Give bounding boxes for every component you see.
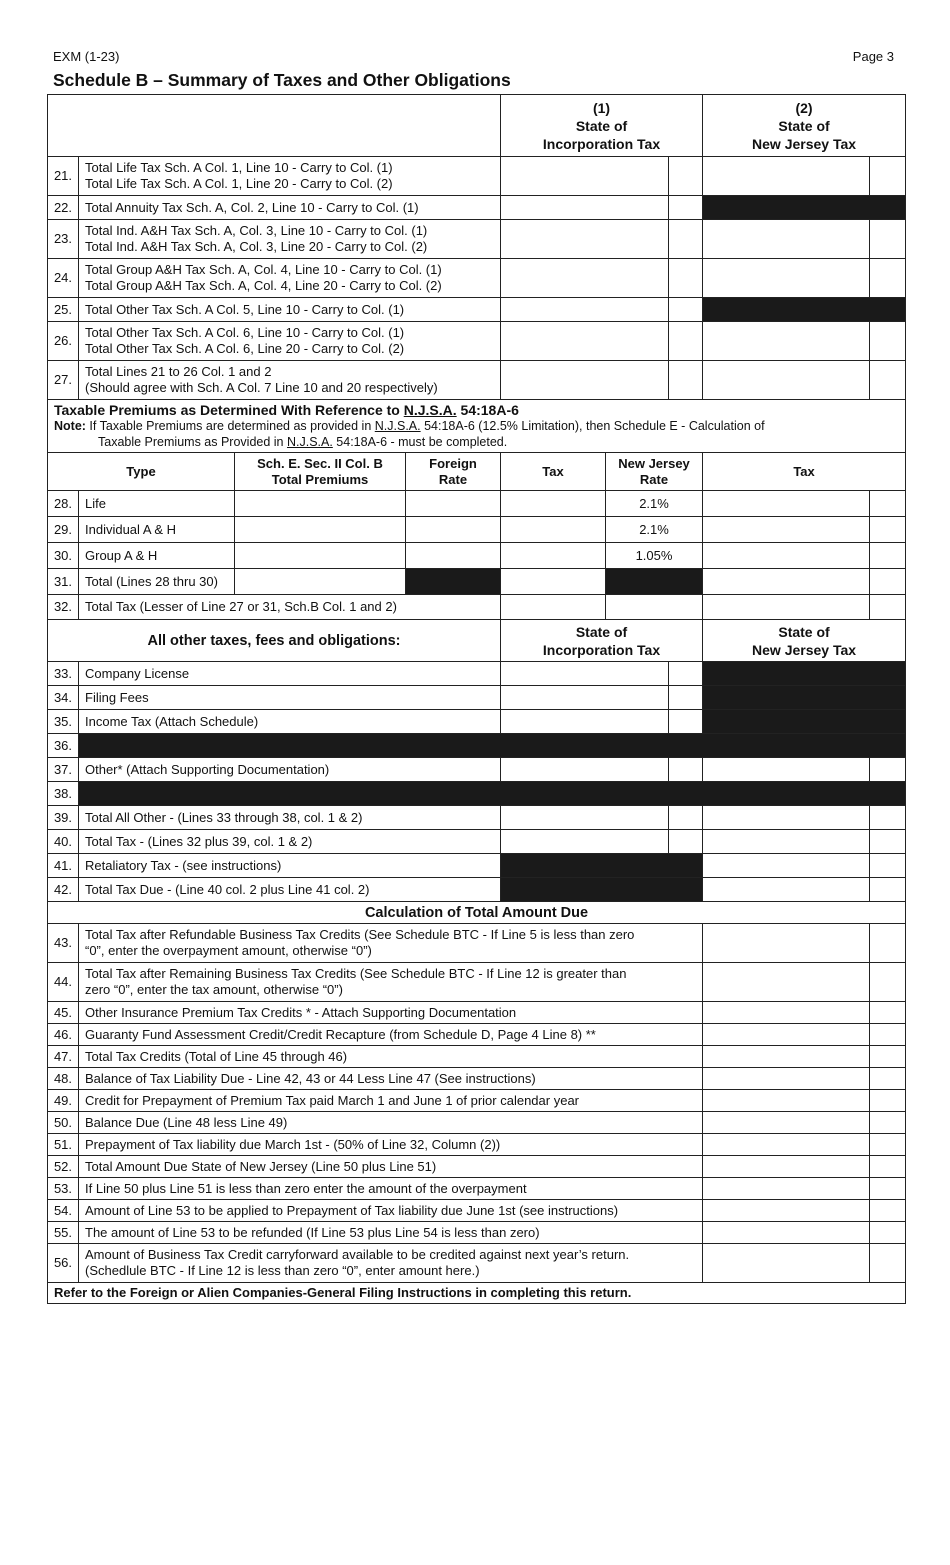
line37-col2-amount[interactable]: [703, 758, 870, 782]
line42-col2-amount[interactable]: [703, 878, 870, 902]
line-label: Total Tax - (Lines 32 plus 39, col. 1 & 2): [79, 830, 501, 854]
table-row: [48, 686, 906, 710]
line51-amount[interactable]: [703, 1134, 870, 1156]
table-row: [48, 517, 906, 543]
line50-amount[interactable]: [703, 1112, 870, 1134]
line-number: 38.: [48, 782, 79, 806]
line28-nj-tax[interactable]: [703, 491, 870, 517]
nj-rate-value: 1.05%: [606, 543, 703, 569]
table-row: [48, 361, 906, 400]
line-label: Total Annuity Tax Sch. A, Col. 2, Line 10 - Carry to Col. (1): [79, 196, 501, 220]
table-row: [48, 806, 906, 830]
line-label: Balance of Tax Liability Due - Line 42, 43 or 44 Less Line 47 (See instructions): [79, 1068, 703, 1090]
line41-col2-amount[interactable]: [703, 854, 870, 878]
blocked-cell: [606, 569, 703, 595]
table-row: [48, 924, 906, 963]
line21-col1-cents[interactable]: [669, 157, 703, 196]
line-label: Total Lines 21 to 26 Col. 1 and 2 (Should agree with Sch. A Col. 7 Line 10 and 20 respectively): [79, 361, 501, 400]
line32-col2-amount[interactable]: [703, 595, 870, 620]
line45-amount[interactable]: [703, 1002, 870, 1024]
line-number: 33.: [48, 662, 79, 686]
line-label: Retaliatory Tax - (see instructions): [79, 854, 501, 878]
line-label: Total Tax after Refundable Business Tax Credits (See Schedule BTC - If Line 5 is less than zero “0”, enter the overpayment amount, otherwise “0”): [79, 924, 703, 963]
table-row: [48, 1024, 906, 1046]
line40-col2-amount[interactable]: [703, 830, 870, 854]
tax-header: Tax: [501, 453, 606, 491]
line40-col1-cents[interactable]: [669, 830, 703, 854]
line30-nj-tax-cents[interactable]: [870, 543, 906, 569]
line-number: 53.: [48, 1178, 79, 1200]
blocked-cell: [406, 569, 501, 595]
line-label: The amount of Line 53 to be refunded (If Line 53 plus Line 54 is less than zero): [79, 1222, 703, 1244]
line22-col1-amount[interactable]: [501, 196, 669, 220]
table-row: [48, 963, 906, 1002]
line46-amount[interactable]: [703, 1024, 870, 1046]
line-label: Income Tax (Attach Schedule): [79, 710, 501, 734]
line29-premiums[interactable]: [235, 517, 406, 543]
line51-cents[interactable]: [870, 1134, 906, 1156]
total-due-header-row: [48, 902, 906, 924]
line32-col2-cents[interactable]: [870, 595, 906, 620]
table-row: [48, 259, 906, 298]
table-row: [48, 543, 906, 569]
line25-col1-cents[interactable]: [669, 298, 703, 322]
line-number: 23.: [48, 220, 79, 259]
line30-premiums[interactable]: [235, 543, 406, 569]
blocked-cell: [703, 298, 906, 322]
line41-col2-cents[interactable]: [870, 854, 906, 878]
line22-col1-cents[interactable]: [669, 196, 703, 220]
line-label: Guaranty Fund Assessment Credit/Credit Recapture (from Schedule D, Page 4 Line 8) **: [79, 1024, 703, 1046]
line40-col1-amount[interactable]: [501, 830, 669, 854]
col2-header: State of New Jersey Tax: [703, 620, 906, 662]
line-label: Total Amount Due State of New Jersey (Line 50 plus Line 51): [79, 1156, 703, 1178]
line34-col1-cents[interactable]: [669, 686, 703, 710]
table-row: [48, 1156, 906, 1178]
line48-amount[interactable]: [703, 1068, 870, 1090]
blocked-cell: [703, 662, 906, 686]
table-row: [48, 298, 906, 322]
table-row: [48, 758, 906, 782]
line34-col1-amount[interactable]: [501, 686, 669, 710]
line30-nj-tax[interactable]: [703, 543, 870, 569]
col1-header: (1) State of Incorporation Tax: [501, 95, 703, 157]
line52-cents[interactable]: [870, 1156, 906, 1178]
nj-rate-value: 2.1%: [606, 491, 703, 517]
line-number: 49.: [48, 1090, 79, 1112]
line37-col1-cents[interactable]: [669, 758, 703, 782]
table-row: [48, 1002, 906, 1024]
line42-col2-cents[interactable]: [870, 878, 906, 902]
line-label: Credit for Prepayment of Premium Tax paid March 1 and June 1 of prior calendar year: [79, 1090, 703, 1112]
type-header: Type: [48, 453, 235, 491]
line40-col2-cents[interactable]: [870, 830, 906, 854]
table-row: [48, 878, 906, 902]
col2-header: (2) State of New Jersey Tax: [703, 95, 906, 157]
col1-header: State of Incorporation Tax: [501, 620, 703, 662]
line33-col1-amount[interactable]: [501, 662, 669, 686]
line44-amount[interactable]: [703, 963, 870, 1002]
premium-type-label: Individual A & H: [79, 517, 235, 543]
line29-nj-tax-cents[interactable]: [870, 517, 906, 543]
line-label: Total Tax (Lesser of Line 27 or 31, Sch.B Col. 1 and 2): [79, 595, 501, 620]
line27-col1-cents[interactable]: [669, 361, 703, 400]
line56-cents[interactable]: [870, 1244, 906, 1283]
line52-amount[interactable]: [703, 1156, 870, 1178]
line-label: Company License: [79, 662, 501, 686]
line55-amount[interactable]: [703, 1222, 870, 1244]
line31-premiums[interactable]: [235, 569, 406, 595]
table-row: [48, 1090, 906, 1112]
blocked-cell: [501, 854, 703, 878]
line43-amount[interactable]: [703, 924, 870, 963]
table-row: [48, 710, 906, 734]
line53-amount[interactable]: [703, 1178, 870, 1200]
line-number: 51.: [48, 1134, 79, 1156]
table-row: [48, 734, 906, 758]
line-number: 43.: [48, 924, 79, 963]
line39-col2-amount[interactable]: [703, 806, 870, 830]
table-row: [48, 1200, 906, 1222]
line21-col2-cents[interactable]: [870, 157, 906, 196]
line-label: Total All Other - (Lines 33 through 38, col. 1 & 2): [79, 806, 501, 830]
line-number: 34.: [48, 686, 79, 710]
line27-col2-amount[interactable]: [703, 361, 870, 400]
line-label: Prepayment of Tax liability due March 1st - (50% of Line 32, Column (2)): [79, 1134, 703, 1156]
line55-cents[interactable]: [870, 1222, 906, 1244]
table-row: [48, 322, 906, 361]
line-number: 46.: [48, 1024, 79, 1046]
line-number: 30.: [48, 543, 79, 569]
table-row: [48, 1112, 906, 1134]
schedule-b-sheet: [47, 94, 905, 1304]
line-number: 40.: [48, 830, 79, 854]
line-number: 42.: [48, 878, 79, 902]
line-number: 54.: [48, 1200, 79, 1222]
line29-nj-tax[interactable]: [703, 517, 870, 543]
line-label: Total Tax after Remaining Business Tax Credits (See Schedule BTC - If Line 12 is greater than zero “0”, enter the tax amount, otherwise “0”): [79, 963, 703, 1002]
line-number: 45.: [48, 1002, 79, 1024]
table-row: [48, 220, 906, 259]
table-row: [48, 1244, 906, 1283]
table-row: [48, 196, 906, 220]
line-number: 21.: [48, 157, 79, 196]
line31-nj-tax-cents[interactable]: [870, 569, 906, 595]
filing-instructions-note: Refer to the Foreign or Alien Companies-General Filing Instructions in completing this return.: [48, 1283, 906, 1304]
table-row: [48, 1046, 906, 1068]
line39-col1-cents[interactable]: [669, 806, 703, 830]
blocked-cell: [501, 878, 703, 902]
line32-col1-amount[interactable]: [501, 595, 606, 620]
table-row: [48, 854, 906, 878]
line-label: Total Tax Credits (Total of Line 45 through 46): [79, 1046, 703, 1068]
table-row: [48, 1134, 906, 1156]
blocked-cell: [703, 196, 906, 220]
line-label: Filing Fees: [79, 686, 501, 710]
premium-type-label: Total (Lines 28 thru 30): [79, 569, 235, 595]
line-label: Other Insurance Premium Tax Credits * - Attach Supporting Documentation: [79, 1002, 703, 1024]
line47-cents[interactable]: [870, 1046, 906, 1068]
blocked-cell: [79, 734, 906, 758]
foreign-rate-header: Foreign Rate: [406, 453, 501, 491]
line26-col2-amount[interactable]: [703, 322, 870, 361]
table-row: [48, 1068, 906, 1090]
line-label: Total Other Tax Sch. A Col. 5, Line 10 - Carry to Col. (1): [79, 298, 501, 322]
line43-cents[interactable]: [870, 924, 906, 963]
line-label: Total Tax Due - (Line 40 col. 2 plus Line 41 col. 2): [79, 878, 501, 902]
line23-col1-amount[interactable]: [501, 220, 669, 259]
line-number: 26.: [48, 322, 79, 361]
line-label: Total Group A&H Tax Sch. A, Col. 4, Line 10 - Carry to Col. (1) Total Group A&H Tax Sch. A, Col. 4, Line 20 - Carry to Col. (2): [79, 259, 501, 298]
line-number: 28.: [48, 491, 79, 517]
line24-col1-cents[interactable]: [669, 259, 703, 298]
line-number: 32.: [48, 595, 79, 620]
line26-col1-cents[interactable]: [669, 322, 703, 361]
line-number: 22.: [48, 196, 79, 220]
line-number: 44.: [48, 963, 79, 1002]
line-label: Amount of Line 53 to be applied to Prepayment of Tax liability due June 1st (see instructions): [79, 1200, 703, 1222]
line-number: 27.: [48, 361, 79, 400]
line35-col1-cents[interactable]: [669, 710, 703, 734]
nj-rate-value: 2.1%: [606, 517, 703, 543]
premium-type-label: Life: [79, 491, 235, 517]
taxable-premiums-section: [48, 400, 906, 453]
line-number: 41.: [48, 854, 79, 878]
line35-col1-amount[interactable]: [501, 710, 669, 734]
total-due-heading: Calculation of Total Amount Due: [48, 902, 906, 924]
premiums-header-row: [48, 453, 906, 491]
line23-col2-amount[interactable]: [703, 220, 870, 259]
line39-col1-amount[interactable]: [501, 806, 669, 830]
schedule-b-table: [47, 94, 906, 1304]
line26-col1-amount[interactable]: [501, 322, 669, 361]
table-row: [48, 595, 906, 620]
line47-amount[interactable]: [703, 1046, 870, 1068]
blocked-cell: [703, 686, 906, 710]
line-number: 36.: [48, 734, 79, 758]
line54-amount[interactable]: [703, 1200, 870, 1222]
line-number: 39.: [48, 806, 79, 830]
line-number: 47.: [48, 1046, 79, 1068]
line54-cents[interactable]: [870, 1200, 906, 1222]
line23-col2-cents[interactable]: [870, 220, 906, 259]
table-row: [48, 157, 906, 196]
line24-col2-cents[interactable]: [870, 259, 906, 298]
table-row: [48, 830, 906, 854]
table-row: [48, 569, 906, 595]
premium-type-label: Group A & H: [79, 543, 235, 569]
line-number: 25.: [48, 298, 79, 322]
line-number: 56.: [48, 1244, 79, 1283]
line48-cents[interactable]: [870, 1068, 906, 1090]
table-row: [48, 491, 906, 517]
line28-tax[interactable]: [501, 491, 606, 517]
line24-col1-amount[interactable]: [501, 259, 669, 298]
line49-cents[interactable]: [870, 1090, 906, 1112]
line56-amount[interactable]: [703, 1244, 870, 1283]
line39-col2-cents[interactable]: [870, 806, 906, 830]
form-id: EXM (1-23): [53, 49, 120, 64]
line27-col1-amount[interactable]: [501, 361, 669, 400]
table-row: [48, 1222, 906, 1244]
line28-foreign-rate[interactable]: [406, 491, 501, 517]
line-number: 37.: [48, 758, 79, 782]
blocked-cell: [703, 710, 906, 734]
page-number: Page 3: [852, 49, 894, 64]
line-label: Other* (Attach Supporting Documentation): [79, 758, 501, 782]
line26-col2-cents[interactable]: [870, 322, 906, 361]
line-label: Balance Due (Line 48 less Line 49): [79, 1112, 703, 1134]
line50-cents[interactable]: [870, 1112, 906, 1134]
table-row: [48, 782, 906, 806]
line31-tax[interactable]: [501, 569, 606, 595]
other-taxes-heading: All other taxes, fees and obligations:: [48, 620, 501, 662]
line25-col1-amount[interactable]: [501, 298, 669, 322]
line46-cents[interactable]: [870, 1024, 906, 1046]
table-row: [48, 662, 906, 686]
line-label: Total Life Tax Sch. A Col. 1, Line 10 - Carry to Col. (1) Total Life Tax Sch. A Col. 1, Line 20 - Carry to Col. (2): [79, 157, 501, 196]
line-label: If Line 50 plus Line 51 is less than zero enter the amount of the overpayment: [79, 1178, 703, 1200]
line37-col1-amount[interactable]: [501, 758, 669, 782]
line29-foreign-rate[interactable]: [406, 517, 501, 543]
line30-foreign-rate[interactable]: [406, 543, 501, 569]
line-number: 48.: [48, 1068, 79, 1090]
line-number: 29.: [48, 517, 79, 543]
schedule-title: Schedule B – Summary of Taxes and Other Obligations: [53, 70, 511, 90]
line32-col1-cents[interactable]: [606, 595, 703, 620]
line53-cents[interactable]: [870, 1178, 906, 1200]
line27-col2-cents[interactable]: [870, 361, 906, 400]
line-label: Total Other Tax Sch. A Col. 6, Line 10 - Carry to Col. (1) Total Other Tax Sch. A Col. 6, Line 20 - Carry to Col. (2): [79, 322, 501, 361]
line24-col2-amount[interactable]: [703, 259, 870, 298]
line-label: Amount of Business Tax Credit carryforward available to be credited against next year’s return. (Schedlule BTC - If Line 12 is less than zero “0”, enter amount here.): [79, 1244, 703, 1283]
line44-cents[interactable]: [870, 963, 906, 1002]
line31-nj-tax[interactable]: [703, 569, 870, 595]
line-label: Total Ind. A&H Tax Sch. A, Col. 3, Line 10 - Carry to Col. (1) Total Ind. A&H Tax Sch. A, Col. 3, Line 20 - Carry to Col. (2): [79, 220, 501, 259]
premiums-header: Sch. E. Sec. II Col. B Total Premiums: [235, 453, 406, 491]
line28-nj-tax-cents[interactable]: [870, 491, 906, 517]
taxable-premiums-note: Taxable Premiums as Determined With Reference to N.J.S.A. 54:18A-6 Note: If Taxable Premiums are determined as provided in N.J.S.A. 54:18A-6 (12.5% Limitation), then Schedule E - Calculation of Taxable Premiums as Provided in N.J.S.A. 54:18A-6 - must be completed.: [48, 400, 906, 453]
line33-col1-cents[interactable]: [669, 662, 703, 686]
line49-amount[interactable]: [703, 1090, 870, 1112]
line-number: 24.: [48, 259, 79, 298]
line30-tax[interactable]: [501, 543, 606, 569]
line29-tax[interactable]: [501, 517, 606, 543]
nj-rate-header: New Jersey Rate: [606, 453, 703, 491]
footer-row: [48, 1283, 906, 1304]
line21-col1-amount[interactable]: [501, 157, 669, 196]
blocked-cell: [79, 782, 906, 806]
line21-col2-amount[interactable]: [703, 157, 870, 196]
column-header-row: [48, 95, 906, 157]
other-taxes-header-row: [48, 620, 906, 662]
nj-tax-header: Tax: [703, 453, 906, 491]
line-number: 55.: [48, 1222, 79, 1244]
line-number: 50.: [48, 1112, 79, 1134]
line-number: 31.: [48, 569, 79, 595]
line-number: 35.: [48, 710, 79, 734]
line23-col1-cents[interactable]: [669, 220, 703, 259]
table-row: [48, 1178, 906, 1200]
line37-col2-cents[interactable]: [870, 758, 906, 782]
line28-premiums[interactable]: [235, 491, 406, 517]
line-number: 52.: [48, 1156, 79, 1178]
line45-cents[interactable]: [870, 1002, 906, 1024]
